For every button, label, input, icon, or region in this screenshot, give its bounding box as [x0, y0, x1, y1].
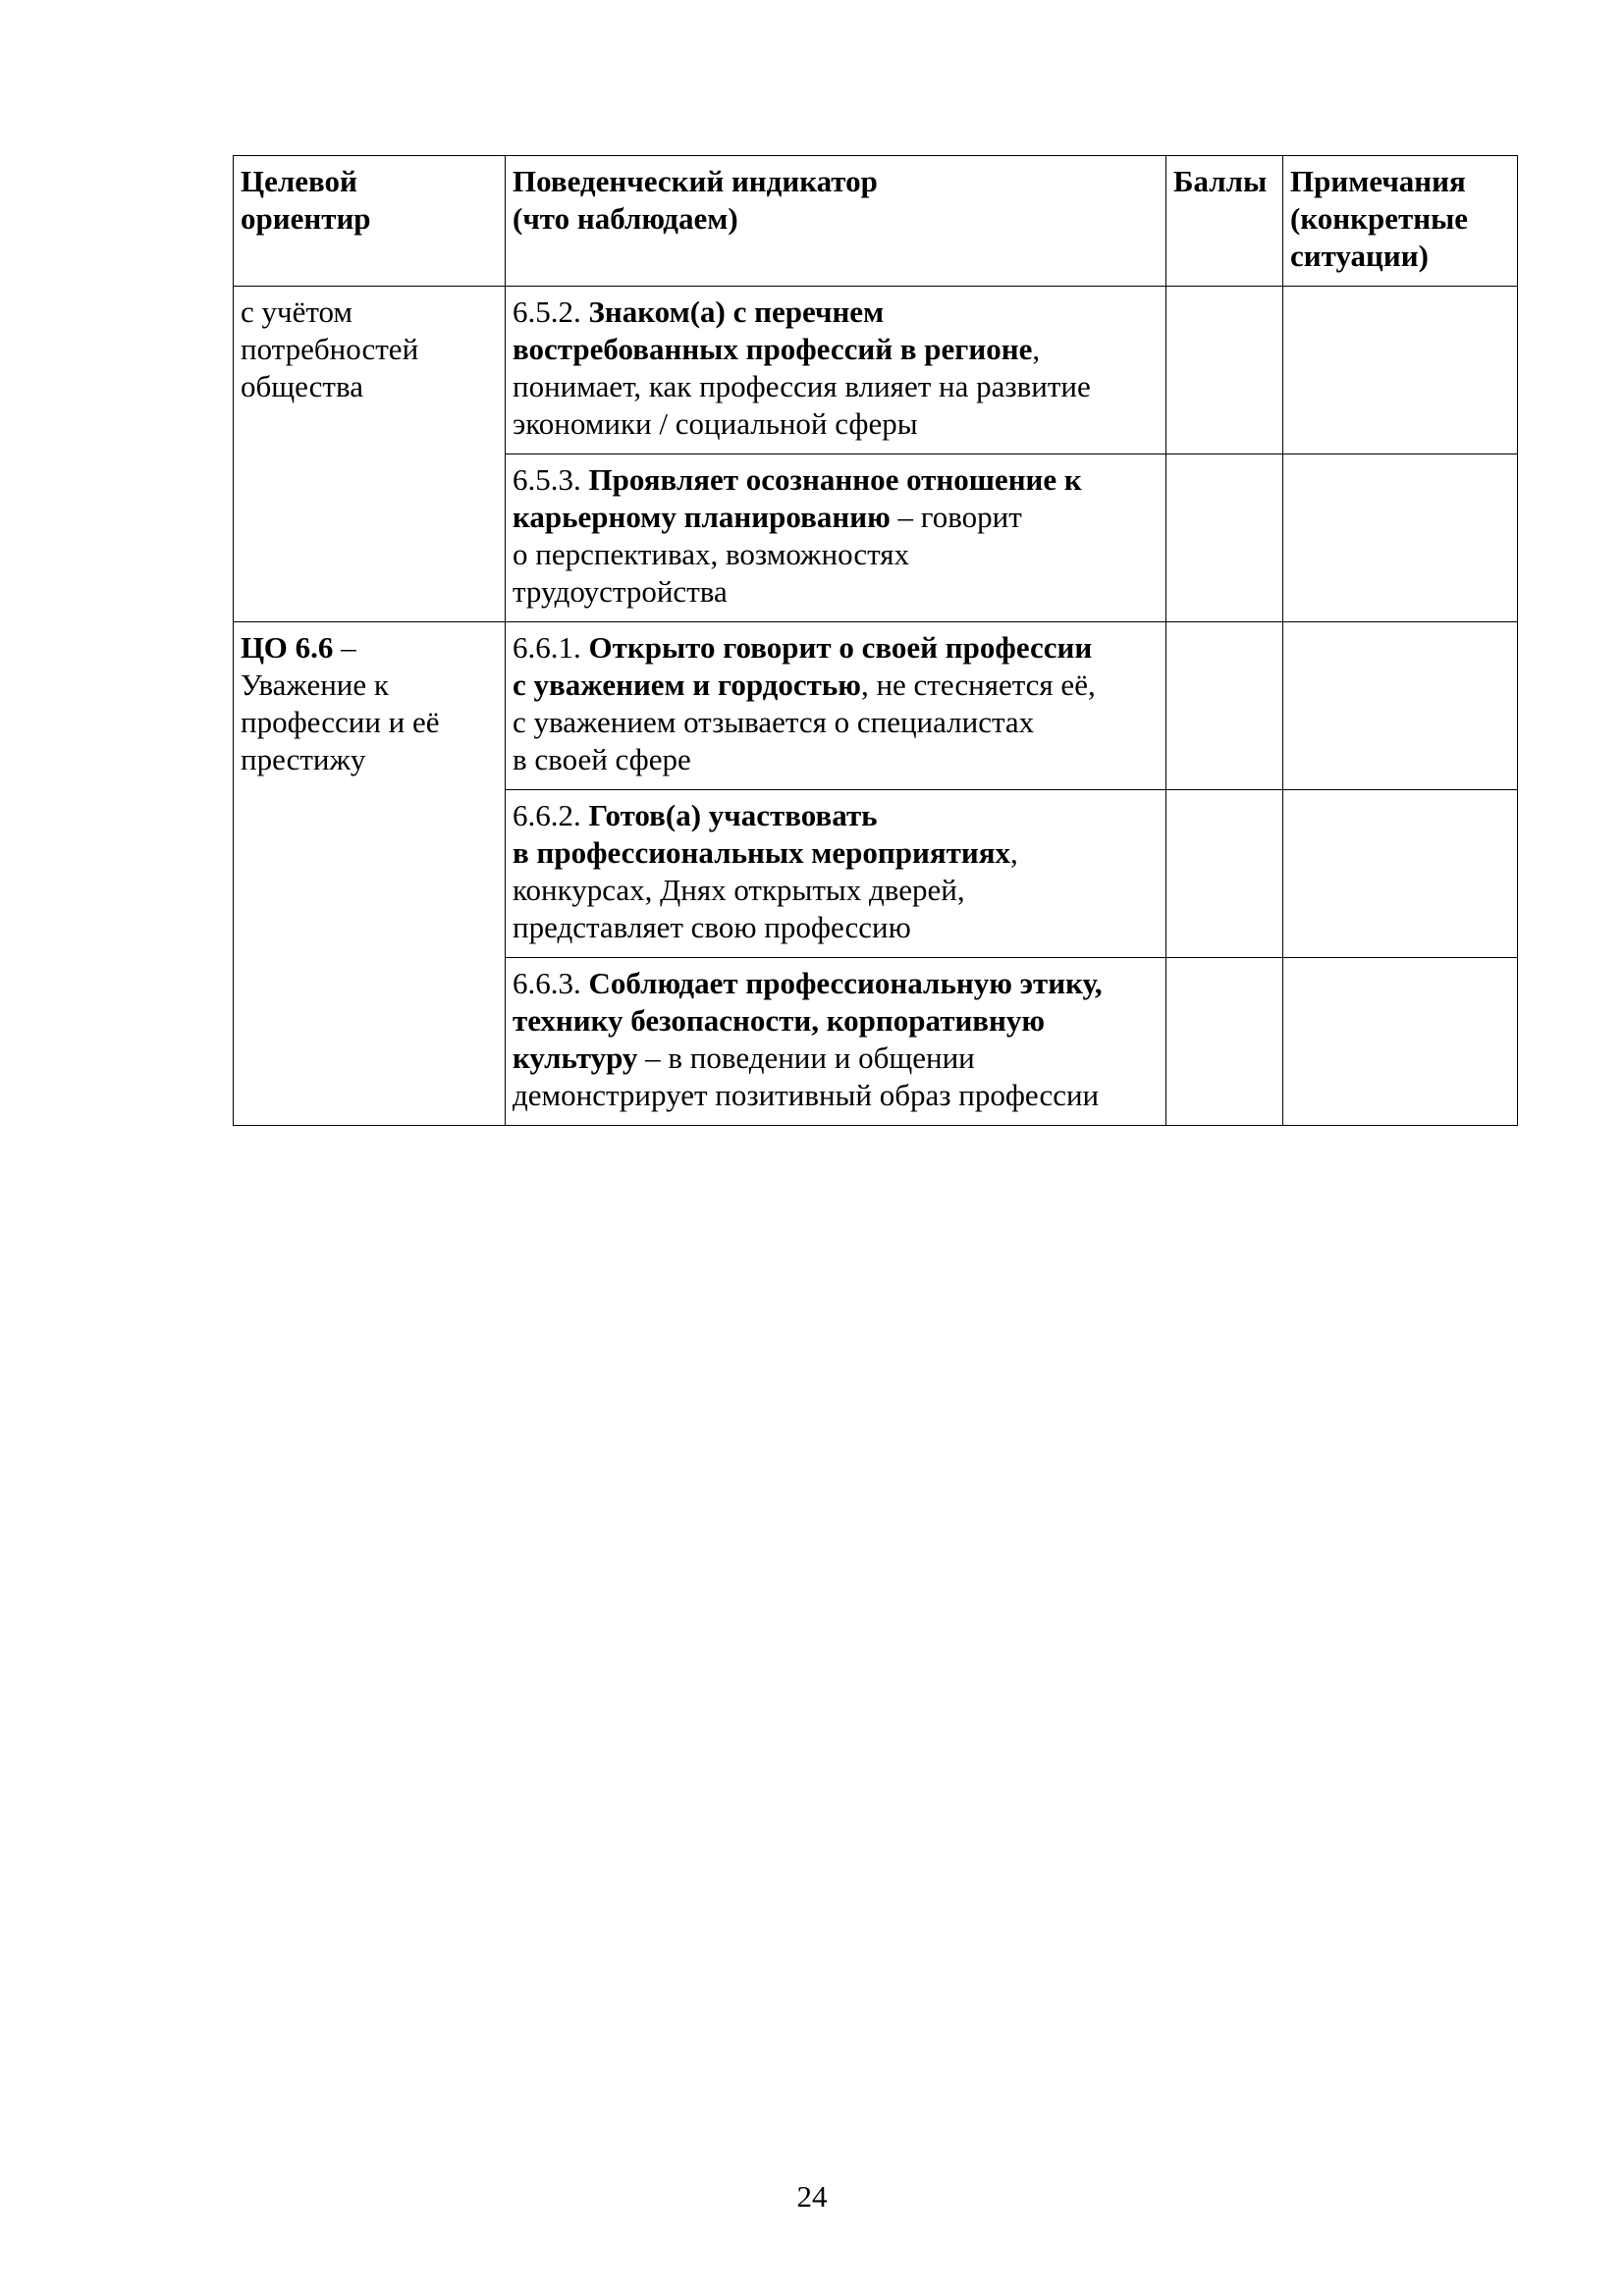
page-number: 24: [796, 2179, 828, 2214]
target-cell-society: с учётом потребностей общества: [234, 287, 506, 622]
header-points: Баллы: [1166, 156, 1283, 287]
notes-cell-6-5-2[interactable]: [1283, 287, 1518, 454]
indicator-cell-6-5-2: 6.5.2. Знаком(а) с перечнем востребованных профессий в регионе, понимает, как профессия влияет на развитие экономики / социальной сферы: [506, 287, 1166, 454]
notes-cell-6-6-2[interactable]: [1283, 790, 1518, 958]
assessment-table: [233, 155, 1518, 1126]
points-cell-6-5-3[interactable]: [1166, 454, 1283, 622]
points-cell-6-6-3[interactable]: [1166, 958, 1283, 1126]
points-cell-6-6-2[interactable]: [1166, 790, 1283, 958]
points-cell-6-5-2[interactable]: [1166, 287, 1283, 454]
header-indicator: Поведенческий индикатор (что наблюдаем): [506, 156, 1166, 287]
indicator-cell-6-6-1: 6.6.1. Открыто говорит о своей профессии с уважением и гордостью, не стесняется её, с уважением отзывается о специалистах в своей сфере: [506, 622, 1166, 790]
points-cell-6-6-1[interactable]: [1166, 622, 1283, 790]
notes-cell-6-5-3[interactable]: [1283, 454, 1518, 622]
notes-cell-6-6-1[interactable]: [1283, 622, 1518, 790]
indicator-cell-6-5-3: 6.5.3. Проявляет осознанное отношение к карьерному планированию – говорит о перспективах, возможностях трудоустройства: [506, 454, 1166, 622]
indicator-cell-6-6-2: 6.6.2. Готов(а) участвовать в профессиональных мероприятиях, конкурсах, Днях открытых дверей, представляет свою профессию: [506, 790, 1166, 958]
table-row: [234, 622, 1518, 790]
header-notes: Примечания (конкретные ситуации): [1283, 156, 1518, 287]
notes-cell-6-6-3[interactable]: [1283, 958, 1518, 1126]
table-row: [234, 287, 1518, 454]
header-target: Целевой ориентир: [234, 156, 506, 287]
table-header-row: [234, 156, 1518, 287]
indicator-cell-6-6-3: 6.6.3. Соблюдает профессиональную этику, технику безопасности, корпоративную культуру – в поведении и общении демонстрирует позитивный образ профессии: [506, 958, 1166, 1126]
target-cell-co-6-6: ЦО 6.6 – Уважение к профессии и её престижу: [234, 622, 506, 1126]
